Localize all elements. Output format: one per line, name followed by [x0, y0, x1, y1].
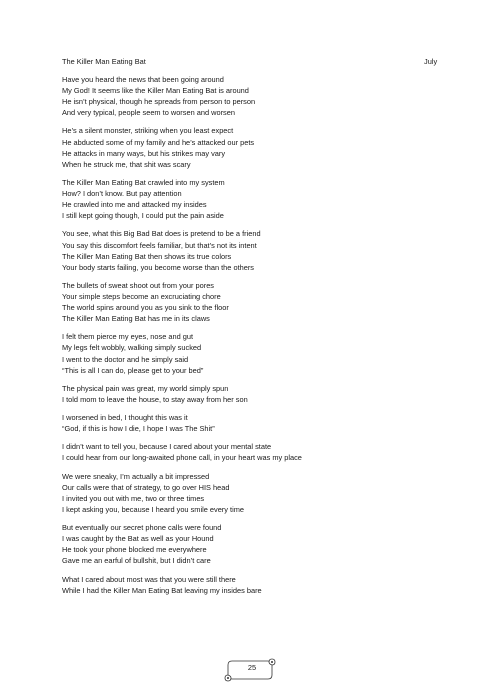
poem-line: While I had the Killer Man Eating Bat leaving my insides bare [62, 585, 262, 595]
stanza [62, 574, 472, 596]
stanza [62, 280, 472, 324]
poem-line: The bullets of sweat shoot out from your pores [62, 280, 214, 290]
poem-line: Your body starts failing, you become worse than the others [62, 262, 254, 272]
poem-line: My legs felt wobbly, walking simply sucked [62, 343, 202, 353]
poem-line: The Killer Man Eating Bat has me in its claws [62, 314, 210, 324]
poem-line: Have you heard the news that been going around [62, 75, 224, 84]
poem-line: He crawled into me and attacked my insides [62, 200, 207, 210]
poem-line: I felt them pierce my eyes, nose and gut [62, 332, 194, 342]
poem-line: The physical pain was great, my world simply spun [62, 383, 229, 393]
stanza [62, 228, 472, 272]
poem-line: I went to the doctor and he simply said [62, 354, 189, 364]
poem-date: July [424, 57, 438, 66]
stanza [62, 441, 472, 463]
poem-line: But eventually our secret phone calls were found [62, 523, 222, 533]
poem-line: Our calls were that of strategy, to go over HIS head [62, 482, 230, 492]
stanza [62, 522, 472, 566]
poem-line: What I cared about most was that you were still there [62, 574, 236, 584]
poem-line: He abducted some of my family and he’s attacked our pets [62, 137, 255, 147]
poem-line: He attacks in many ways, but his strikes may vary [62, 148, 226, 158]
stanza [62, 471, 472, 515]
poem-line: He isn’t physical, though he spreads from person to person [62, 97, 256, 107]
poem-line: The world spins around you as you sink to the floor [62, 303, 229, 313]
stanza [62, 383, 472, 405]
poem-line: He’s a silent monster, striking when you least expect [62, 126, 234, 136]
poem-line: I told mom to leave the house, to stay away from her son [62, 394, 248, 404]
poem-line: I worsened in bed, I thought this was it [62, 413, 188, 423]
poem-line: “God, if this is how I die, I hope I was The Shit” [62, 424, 215, 434]
stanza [62, 412, 472, 434]
poem-line: My God! It seems like the Killer Man Eating Bat is around [62, 86, 249, 96]
poem-line: I could hear from our long-awaited phone call, in your heart was my place [62, 453, 302, 463]
poem-line: You see, what this Big Bad Bat does is pretend to be a friend [62, 229, 261, 239]
poem-body [62, 74, 472, 603]
poem-line: He took your phone blocked me everywhere [62, 545, 207, 555]
poem-line: The Killer Man Eating Bat crawled into my system [62, 177, 225, 187]
poem-line: I still kept going though, I could put the pain aside [62, 211, 224, 221]
poem-line: I was caught by the Bat as well as your Hound [62, 534, 214, 544]
poem-line: “This is all I can do, please get to your bed” [62, 365, 204, 375]
poem-line: The Killer Man Eating Bat then shows its true colors [62, 251, 232, 261]
poem-line: I invited you out with me, two or three times [62, 493, 205, 503]
poem-line: Gave me an earful of bullshit, but I didn’t care [62, 556, 211, 566]
poem-line: And very typical, people seem to worsen and worsen [62, 108, 235, 118]
stanza [62, 125, 472, 169]
stanza [62, 74, 472, 118]
poem-line: How? I don’t know. But pay attention [62, 189, 182, 199]
stanza [62, 331, 472, 375]
poem-line: I kept asking you, because I heard you smile every time [62, 504, 244, 514]
page-number: 25 [247, 663, 257, 672]
poem-line: Your simple steps become an excruciating chore [62, 291, 221, 301]
poem-title: The Killer Man Eating Bat [62, 57, 146, 66]
page-footer [222, 655, 282, 683]
poem-line: I didn’t want to tell you, because I cared about your mental state [62, 442, 272, 452]
poem-line: When he struck me, that shit was scary [62, 159, 191, 169]
poem-line: We were sneaky, I’m actually a bit impressed [62, 471, 210, 481]
stanza [62, 177, 472, 221]
poem-line: You say this discomfort feels familiar, but that’s not its intent [62, 240, 257, 250]
